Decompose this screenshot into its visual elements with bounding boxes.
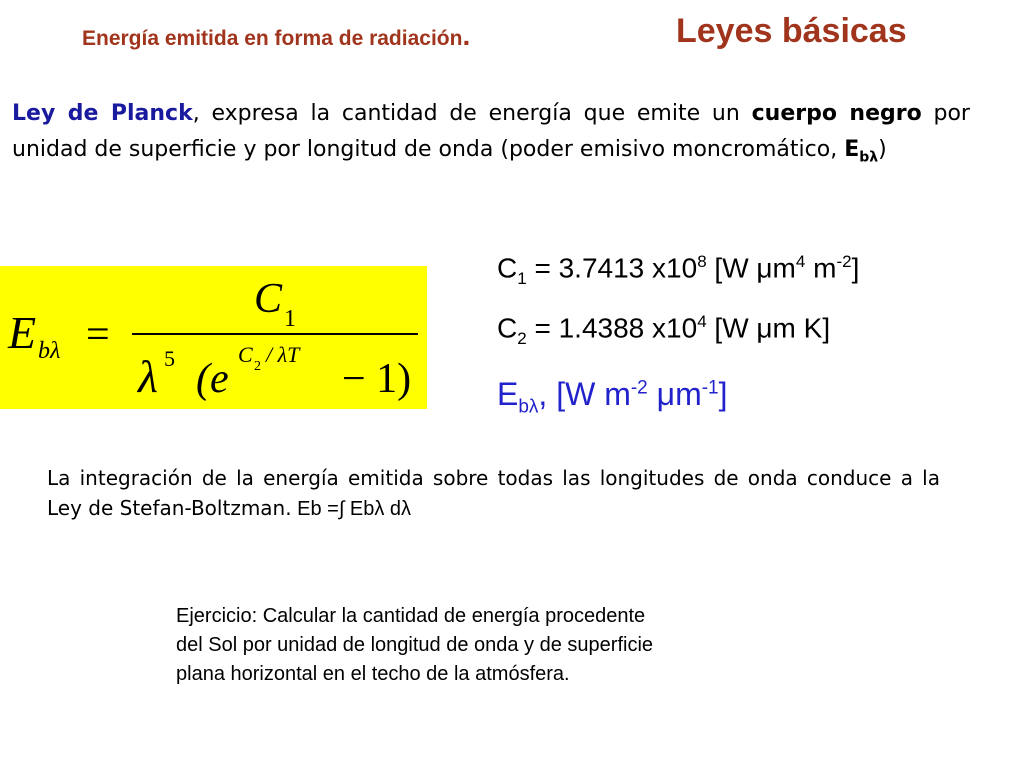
formula-exp-sub: 2 [254,359,261,374]
intro-symbol: $E_{b\lambda}$ [844,137,879,166]
formula-minus-one: − 1) [342,356,412,402]
integration-text: La integración de la energía emitida sobre todas las longitudes de onda conduce a la Ley de Stefan-Boltzman. [47,466,940,520]
intro-bold-term: cuerpo negro [751,101,922,126]
formula-lhs: E [8,307,37,358]
subtitle [82,20,470,52]
subtitle-text: Energía emitida en forma de radiación [82,27,463,50]
subtitle-dot: . [462,20,471,51]
formula-lambda-exp: 5 [164,346,175,371]
exercise-line-2: del Sol por unidad de longitud de onda y de superficie [176,634,654,656]
emissive-power-units: $E_{b\lambda}$, [W $m^{-2}$ $\mu m^{-1}$] [497,376,728,418]
stefan-boltzmann-paragraph [47,463,940,524]
exercise-line-3: plana horizontal en el techo de la atmósfera. [176,663,570,685]
constant-c1: $C_1 = 3.7413$ $x10^8$ [W $\mu m^4$ $m^{-2}$] [497,252,860,288]
integration-equation: Eb =∫ Ebλ dλ [291,498,412,520]
planck-term: Ley de Planck [12,101,193,126]
intro-text-1: expresa la cantidad de energía que emite un [199,101,752,126]
exercise-line-1: Ejercicio: Calcular la cantidad de energía procedente [176,605,646,627]
formula-equals: = [86,312,110,358]
intro-close: ) [878,137,887,162]
page-title: Leyes básicas [676,12,907,50]
planck-formula-box [0,266,427,409]
formula-numerator-sub: 1 [284,306,296,332]
intro-text-2: por unidad de superficie y por longitud de onda (poder emisivo moncromático, [12,101,970,162]
intro-paragraph [12,96,970,175]
constant-c2: $C_2 = 1.4388$ $x10^4$ [W μm K] [497,312,831,348]
formula-exp-c: C [238,342,253,367]
exercise-text [176,602,796,689]
formula-lhs-sub: bλ [38,338,61,364]
formula-numerator: C [254,276,283,322]
formula-exp-rest: / λT [266,342,300,367]
formula-open-paren: (e [196,356,229,402]
intro-comma: , [192,101,200,126]
formula-lambda: λ [138,351,158,402]
planck-formula [0,266,427,409]
